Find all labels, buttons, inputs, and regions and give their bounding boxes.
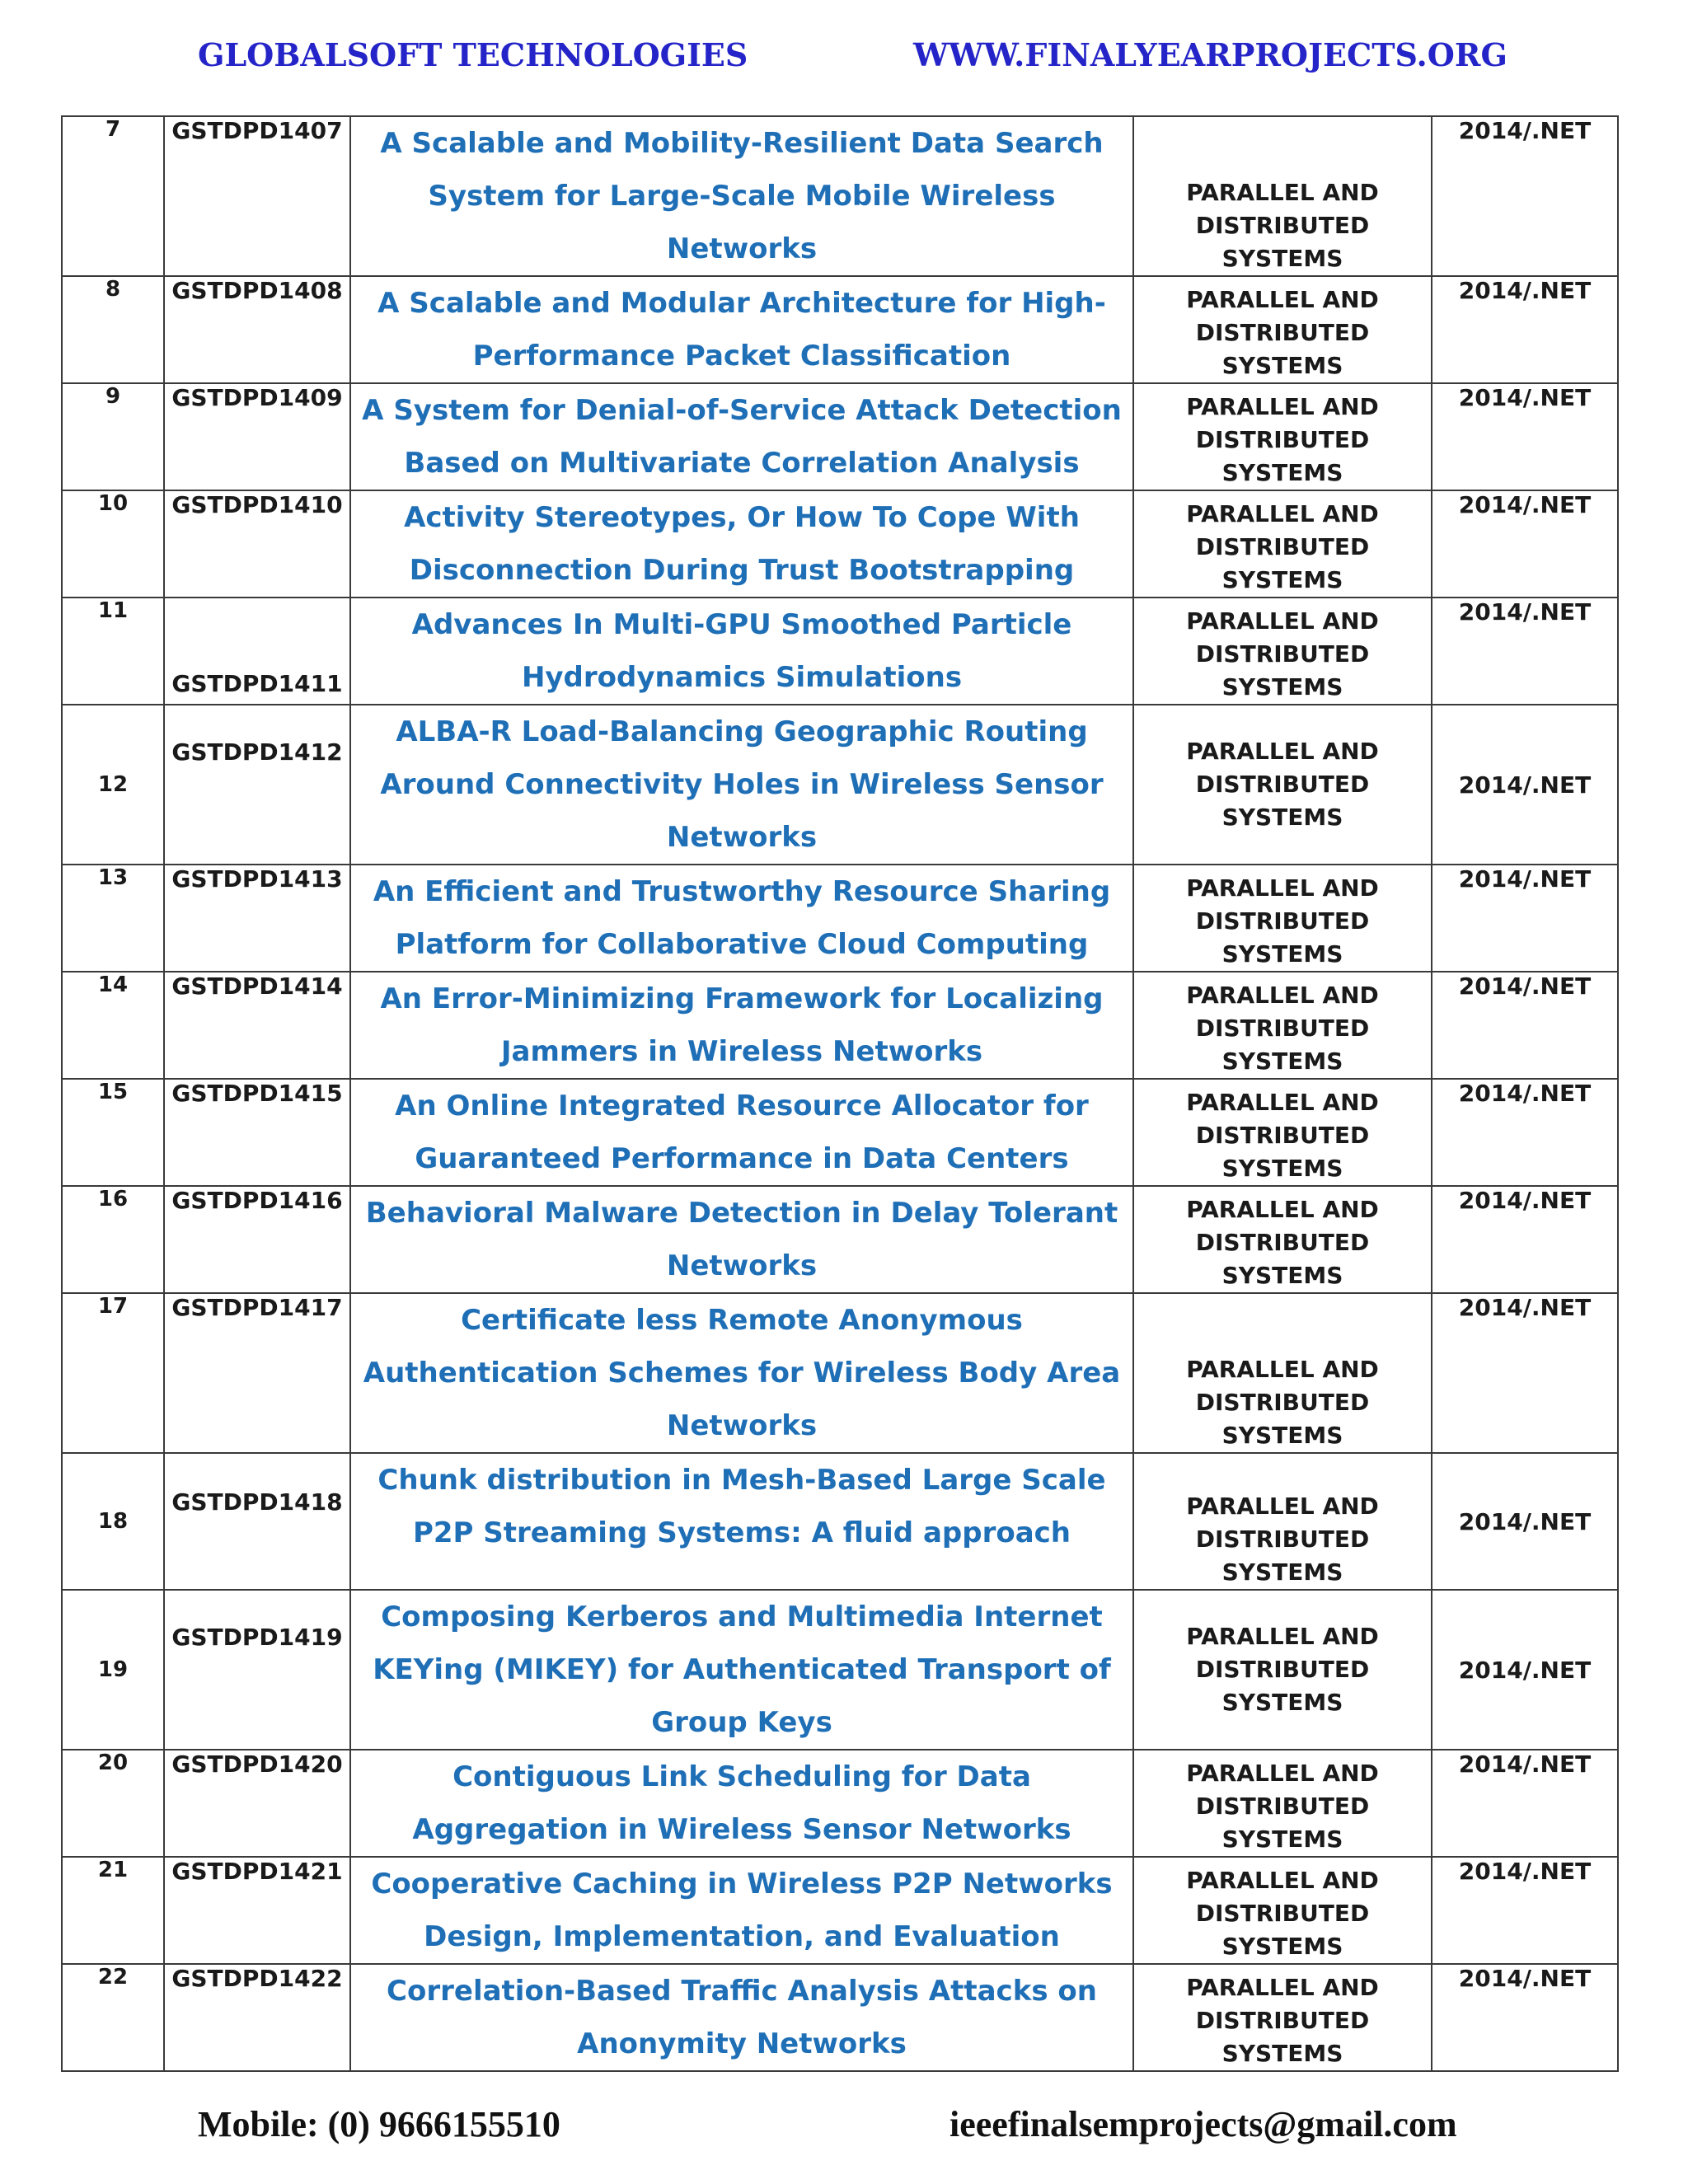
year-tech: 2014/.NET	[1432, 972, 1618, 1079]
serial-number: 12	[62, 705, 164, 865]
project-code: GSTDPD1413	[164, 865, 350, 972]
domain-label: PARALLEL AND DISTRIBUTED SYSTEMS	[1133, 1293, 1432, 1453]
domain-label: PARALLEL AND DISTRIBUTED SYSTEMS	[1133, 1750, 1432, 1857]
domain-label: PARALLEL AND DISTRIBUTED SYSTEMS	[1133, 276, 1432, 383]
year-tech: 2014/.NET	[1432, 383, 1618, 490]
project-title-link[interactable]: Advances In Multi-GPU Smoothed Particle Hydrodynamics Simulations	[350, 598, 1133, 705]
year-tech: 2014/.NET	[1432, 1293, 1618, 1453]
year-tech: 2014/.NET	[1432, 1079, 1618, 1186]
serial-number: 14	[62, 972, 164, 1079]
page-footer	[198, 2103, 1500, 2153]
project-code: GSTDPD1408	[164, 276, 350, 383]
year-tech: 2014/.NET	[1432, 1590, 1618, 1750]
project-code: GSTDPD1412	[164, 705, 350, 865]
serial-number: 13	[62, 865, 164, 972]
project-title-link[interactable]: A Scalable and Modular Architecture for High-Performance Packet Classification	[350, 276, 1133, 383]
project-title-link[interactable]: Composing Kerberos and Multimedia Internet KEYing (MIKEY) for Authenticated Transport of Group Keys	[350, 1590, 1133, 1750]
year-tech: 2014/.NET	[1432, 705, 1618, 865]
year-tech: 2014/.NET	[1432, 1186, 1618, 1293]
year-tech: 2014/.NET	[1432, 598, 1618, 705]
project-code: GSTDPD1407	[164, 116, 350, 276]
table-row	[62, 1453, 1618, 1590]
serial-number: 18	[62, 1453, 164, 1590]
project-code: GSTDPD1422	[164, 1964, 350, 2071]
domain-label: PARALLEL AND DISTRIBUTED SYSTEMS	[1133, 490, 1432, 598]
domain-label: PARALLEL AND DISTRIBUTED SYSTEMS	[1133, 1186, 1432, 1293]
serial-number: 19	[62, 1590, 164, 1750]
serial-number: 10	[62, 490, 164, 598]
page-header	[198, 36, 1507, 82]
serial-number: 11	[62, 598, 164, 705]
table-row	[62, 1590, 1618, 1750]
project-code: GSTDPD1421	[164, 1857, 350, 1964]
serial-number: 20	[62, 1750, 164, 1857]
table-row	[62, 705, 1618, 865]
domain-label: PARALLEL AND DISTRIBUTED SYSTEMS	[1133, 1590, 1432, 1750]
domain-label: PARALLEL AND DISTRIBUTED SYSTEMS	[1133, 383, 1432, 490]
domain-label: PARALLEL AND DISTRIBUTED SYSTEMS	[1133, 116, 1432, 276]
serial-number: 17	[62, 1293, 164, 1453]
year-tech: 2014/.NET	[1432, 116, 1618, 276]
project-title-link[interactable]: An Error-Minimizing Framework for Localizing Jammers in Wireless Networks	[350, 972, 1133, 1079]
table-row	[62, 1964, 1618, 2071]
project-code: GSTDPD1410	[164, 490, 350, 598]
mobile-number: Mobile: (0) 9666155510	[198, 2104, 560, 2144]
year-tech: 2014/.NET	[1432, 1857, 1618, 1964]
table-row	[62, 116, 1618, 276]
project-title-link[interactable]: An Efficient and Trustworthy Resource Sharing Platform for Collaborative Cloud Computing	[350, 865, 1133, 972]
table-row	[62, 1750, 1618, 1857]
year-tech: 2014/.NET	[1432, 1453, 1618, 1590]
serial-number: 7	[62, 116, 164, 276]
project-title-link[interactable]: Certificate less Remote Anonymous Authentication Schemes for Wireless Body Area Networks	[350, 1293, 1133, 1453]
domain-label: PARALLEL AND DISTRIBUTED SYSTEMS	[1133, 1857, 1432, 1964]
project-title-link[interactable]: A System for Denial-of-Service Attack Detection Based on Multivariate Correlation Analysis	[350, 383, 1133, 490]
project-title-link[interactable]: Activity Stereotypes, Or How To Cope With Disconnection During Trust Bootstrapping	[350, 490, 1133, 598]
year-tech: 2014/.NET	[1432, 490, 1618, 598]
table-row	[62, 865, 1618, 972]
domain-label: PARALLEL AND DISTRIBUTED SYSTEMS	[1133, 598, 1432, 705]
project-title-link[interactable]: Contiguous Link Scheduling for Data Aggregation in Wireless Sensor Networks	[350, 1750, 1133, 1857]
project-code: GSTDPD1418	[164, 1453, 350, 1590]
website-url[interactable]: WWW.FINALYEARPROJECTS.ORG	[913, 36, 1507, 73]
projects-table	[61, 115, 1619, 2072]
table-row	[62, 1293, 1618, 1453]
table-row	[62, 598, 1618, 705]
project-title-link[interactable]: Chunk distribution in Mesh-Based Large Scale P2P Streaming Systems: A fluid approach	[350, 1453, 1133, 1590]
year-tech: 2014/.NET	[1432, 1964, 1618, 2071]
project-code: GSTDPD1419	[164, 1590, 350, 1750]
domain-label: PARALLEL AND DISTRIBUTED SYSTEMS	[1133, 972, 1432, 1079]
serial-number: 21	[62, 1857, 164, 1964]
table-row	[62, 383, 1618, 490]
serial-number: 8	[62, 276, 164, 383]
company-name: GLOBALSOFT TECHNOLOGIES	[198, 36, 748, 73]
domain-label: PARALLEL AND DISTRIBUTED SYSTEMS	[1133, 1453, 1432, 1590]
serial-number: 16	[62, 1186, 164, 1293]
table-row	[62, 1857, 1618, 1964]
project-title-link[interactable]: Cooperative Caching in Wireless P2P Networks Design, Implementation, and Evaluation	[350, 1857, 1133, 1964]
year-tech: 2014/.NET	[1432, 276, 1618, 383]
domain-label: PARALLEL AND DISTRIBUTED SYSTEMS	[1133, 865, 1432, 972]
table-row	[62, 490, 1618, 598]
project-code: GSTDPD1411	[164, 598, 350, 705]
project-code: GSTDPD1420	[164, 1750, 350, 1857]
table-row	[62, 1079, 1618, 1186]
year-tech: 2014/.NET	[1432, 865, 1618, 972]
serial-number: 9	[62, 383, 164, 490]
project-code: GSTDPD1415	[164, 1079, 350, 1186]
contact-email[interactable]: ieeefinalsemprojects@gmail.com	[950, 2104, 1457, 2144]
project-code: GSTDPD1417	[164, 1293, 350, 1453]
project-title-link[interactable]: Behavioral Malware Detection in Delay Tolerant Networks	[350, 1186, 1133, 1293]
year-tech: 2014/.NET	[1432, 1750, 1618, 1857]
project-code: GSTDPD1409	[164, 383, 350, 490]
project-title-link[interactable]: An Online Integrated Resource Allocator for Guaranteed Performance in Data Centers	[350, 1079, 1133, 1186]
serial-number: 22	[62, 1964, 164, 2071]
table-row	[62, 972, 1618, 1079]
project-code: GSTDPD1414	[164, 972, 350, 1079]
project-title-link[interactable]: Correlation-Based Traffic Analysis Attacks on Anonymity Networks	[350, 1964, 1133, 2071]
project-title-link[interactable]: ALBA-R Load-Balancing Geographic Routing Around Connectivity Holes in Wireless Sensor Networks	[350, 705, 1133, 865]
domain-label: PARALLEL AND DISTRIBUTED SYSTEMS	[1133, 1964, 1432, 2071]
domain-label: PARALLEL AND DISTRIBUTED SYSTEMS	[1133, 705, 1432, 865]
table-row	[62, 276, 1618, 383]
domain-label: PARALLEL AND DISTRIBUTED SYSTEMS	[1133, 1079, 1432, 1186]
project-title-link[interactable]: A Scalable and Mobility-Resilient Data Search System for Large-Scale Mobile Wireless Networks	[350, 116, 1133, 276]
serial-number: 15	[62, 1079, 164, 1186]
table-row	[62, 1186, 1618, 1293]
project-code: GSTDPD1416	[164, 1186, 350, 1293]
